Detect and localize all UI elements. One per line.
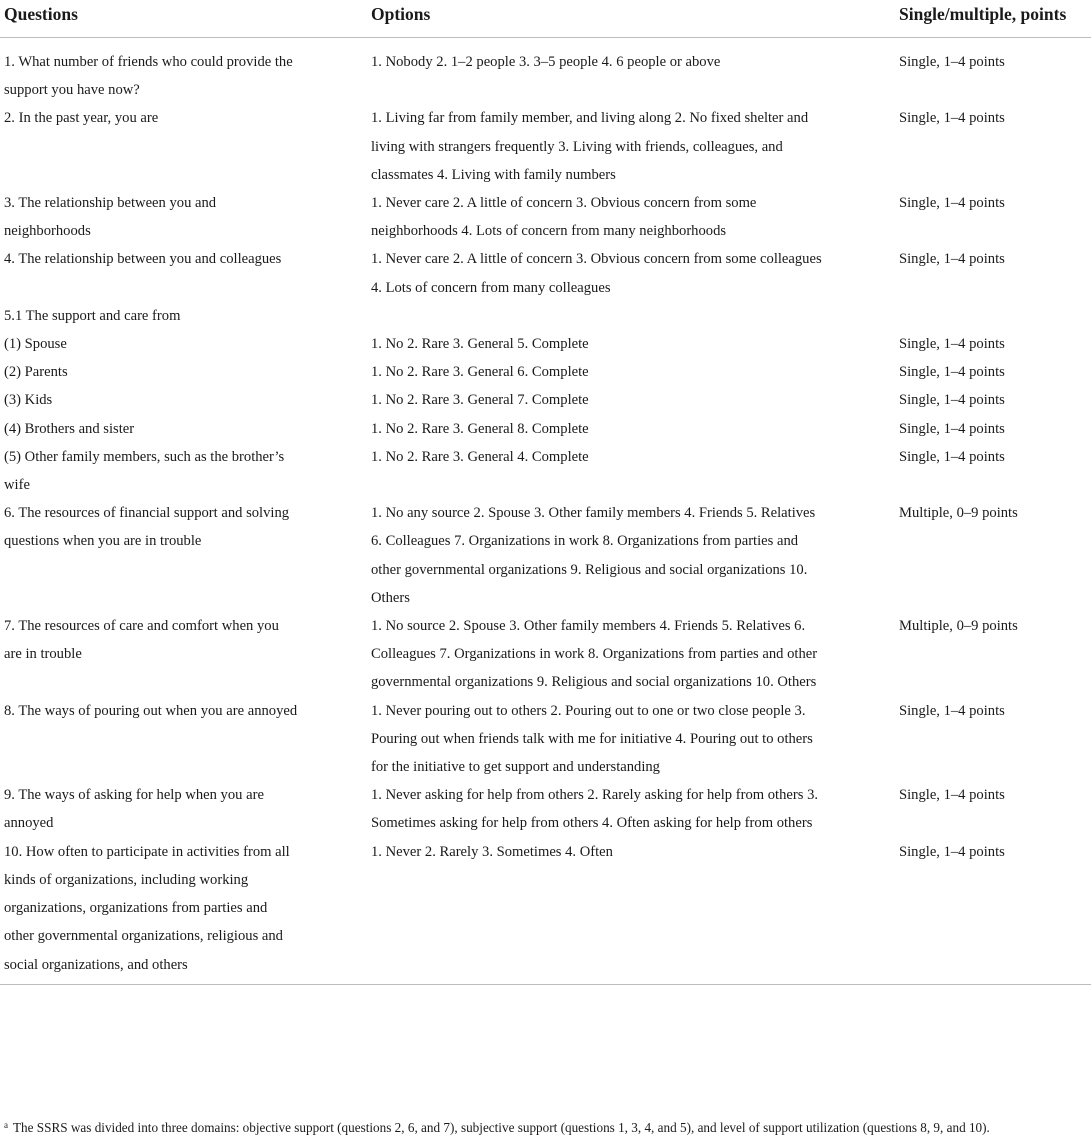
options-cell: 1. No 2. Rare 3. General 6. Complete — [371, 364, 589, 381]
question-cell: 1. What number of friends who could provide the support you have now? — [4, 54, 293, 99]
options-cell: 1. Never asking for help from others 2. Rarely asking for help from others 3. Sometimes asking for help from others 4. Often asking for help from others — [371, 787, 819, 832]
points-cell: Single, 1–4 points — [899, 420, 1005, 437]
points-cell: Multiple, 0–9 points — [899, 505, 1018, 522]
points-cell: Single, 1–4 points — [899, 448, 1005, 465]
question-cell: (3) Kids — [4, 392, 53, 409]
table-row — [0, 38, 1091, 105]
question-cell: 4. The relationship between you and colleagues — [4, 251, 282, 268]
table-row — [0, 104, 1091, 189]
table-footnote — [4, 1117, 1089, 1136]
header-options: Options — [367, 0, 895, 38]
question-cell: 10. How often to participate in activities from all kinds of organizations, including working organizations, organizations from parties and other governmental organizations, religious and social organizations, and others — [0, 838, 367, 985]
table-row — [0, 697, 1091, 782]
points-cell: Single, 1–4 points — [899, 251, 1005, 268]
points-cell: Single, 1–4 points — [899, 787, 1005, 804]
table-row — [0, 358, 1091, 386]
options-cell: 1. No 2. Rare 3. General 7. Complete — [371, 392, 589, 409]
options-cell: 1. No 2. Rare 3. General 8. Complete — [371, 420, 589, 437]
table-row — [0, 443, 1091, 499]
table-row — [0, 612, 1091, 697]
options-cell: 1. Living far from family member, and living along 2. No fixed shelter and living with strangers frequently 3. Living with friends, colleagues, and classmates 4. Living with family numbers — [371, 110, 809, 183]
header-questions: Questions — [0, 0, 367, 38]
table-row — [0, 189, 1091, 245]
points-cell: Single, 1–4 points — [899, 702, 1005, 719]
question-cell: 2. In the past year, you are — [4, 110, 159, 127]
table-row — [0, 245, 1091, 301]
question-cell: 3. The relationship between you and neighborhoods — [4, 195, 217, 240]
question-cell: (2) Parents — [4, 364, 68, 381]
options-cell: 1. No any source 2. Spouse 3. Other family members 4. Friends 5. Relatives 6. Colleagues 7. Organizations in work 8. Organizations from parties and other governmental organizations 9. Religious and social organizations 10. Others — [371, 505, 816, 606]
points-cell: Single, 1–4 points — [899, 392, 1005, 409]
question-cell: 9. The ways of asking for help when you are annoyed — [4, 787, 264, 832]
question-cell: (1) Spouse — [4, 336, 67, 353]
table-row — [0, 302, 1091, 330]
table-body — [0, 38, 1091, 985]
table-row — [0, 330, 1091, 358]
options-cell: 1. Never care 2. A little of concern 3. Obvious concern from some colleagues 4. Lots of concern from many colleagues — [371, 251, 822, 296]
points-cell: Single, 1–4 points — [899, 110, 1005, 127]
header-row — [0, 0, 1091, 38]
question-cell: 5.1 The support and care from — [4, 307, 181, 324]
options-cell — [367, 302, 895, 330]
table-header — [0, 0, 1091, 38]
question-cell: (5) Other family members, such as the brother’s wife — [4, 448, 285, 494]
options-cell: 1. Never care 2. A little of concern 3. Obvious concern from some neighborhoods 4. Lots of concern from many neighborhoods — [371, 195, 757, 240]
points-cell: Multiple, 0–9 points — [899, 618, 1018, 635]
options-cell: 1. No 2. Rare 3. General 5. Complete — [371, 336, 589, 353]
options-cell: 1. No 2. Rare 3. General 4. Complete — [371, 448, 589, 465]
points-cell: Single, 1–4 points — [899, 364, 1005, 381]
points-cell: Single, 1–4 points — [899, 54, 1005, 70]
question-cell: (4) Brothers and sister — [4, 420, 135, 437]
points-cell — [895, 302, 1091, 330]
table-row — [0, 386, 1091, 414]
points-cell: Single, 1–4 points — [895, 838, 1091, 985]
header-single-multiple-points: Single/multiple, points — [895, 0, 1091, 38]
footnote-marker: a — [4, 1120, 8, 1130]
options-cell: 1. Never 2. Rarely 3. Sometimes 4. Often — [367, 838, 895, 985]
table-row — [0, 415, 1091, 443]
table-row — [0, 499, 1091, 612]
question-cell: 6. The resources of financial support and solving questions when you are in trouble — [4, 505, 290, 550]
options-cell: 1. Never pouring out to others 2. Pouring out to one or two close people 3. Pouring out when friends talk with me for initiative 4. Pouring out to others for the initiative to get support and understanding — [371, 702, 813, 776]
options-cell: 1. Nobody 2. 1–2 people 3. 3–5 people 4. 6 people or above — [371, 54, 721, 70]
question-cell: 7. The resources of care and comfort when you are in trouble — [4, 618, 279, 663]
table-row — [0, 781, 1091, 837]
points-cell: Single, 1–4 points — [899, 195, 1005, 212]
footnote-text: The SSRS was divided into three domains: objective support (questions 2, 6, and 7), subjective support (questions 1, 3, 4, and 5), and level of support utilization (questions 8, 9, and 10). — [13, 1120, 990, 1135]
points-cell: Single, 1–4 points — [899, 336, 1005, 353]
options-cell: 1. No source 2. Spouse 3. Other family members 4. Friends 5. Relatives 6. Colleagues 7. Organizations in work 8. Organizations from parties and other governmental organizations 9. Religious and social organizations 10. Others — [371, 618, 818, 691]
table-row — [0, 838, 1091, 985]
question-cell: 8. The ways of pouring out when you are annoyed — [4, 702, 298, 719]
